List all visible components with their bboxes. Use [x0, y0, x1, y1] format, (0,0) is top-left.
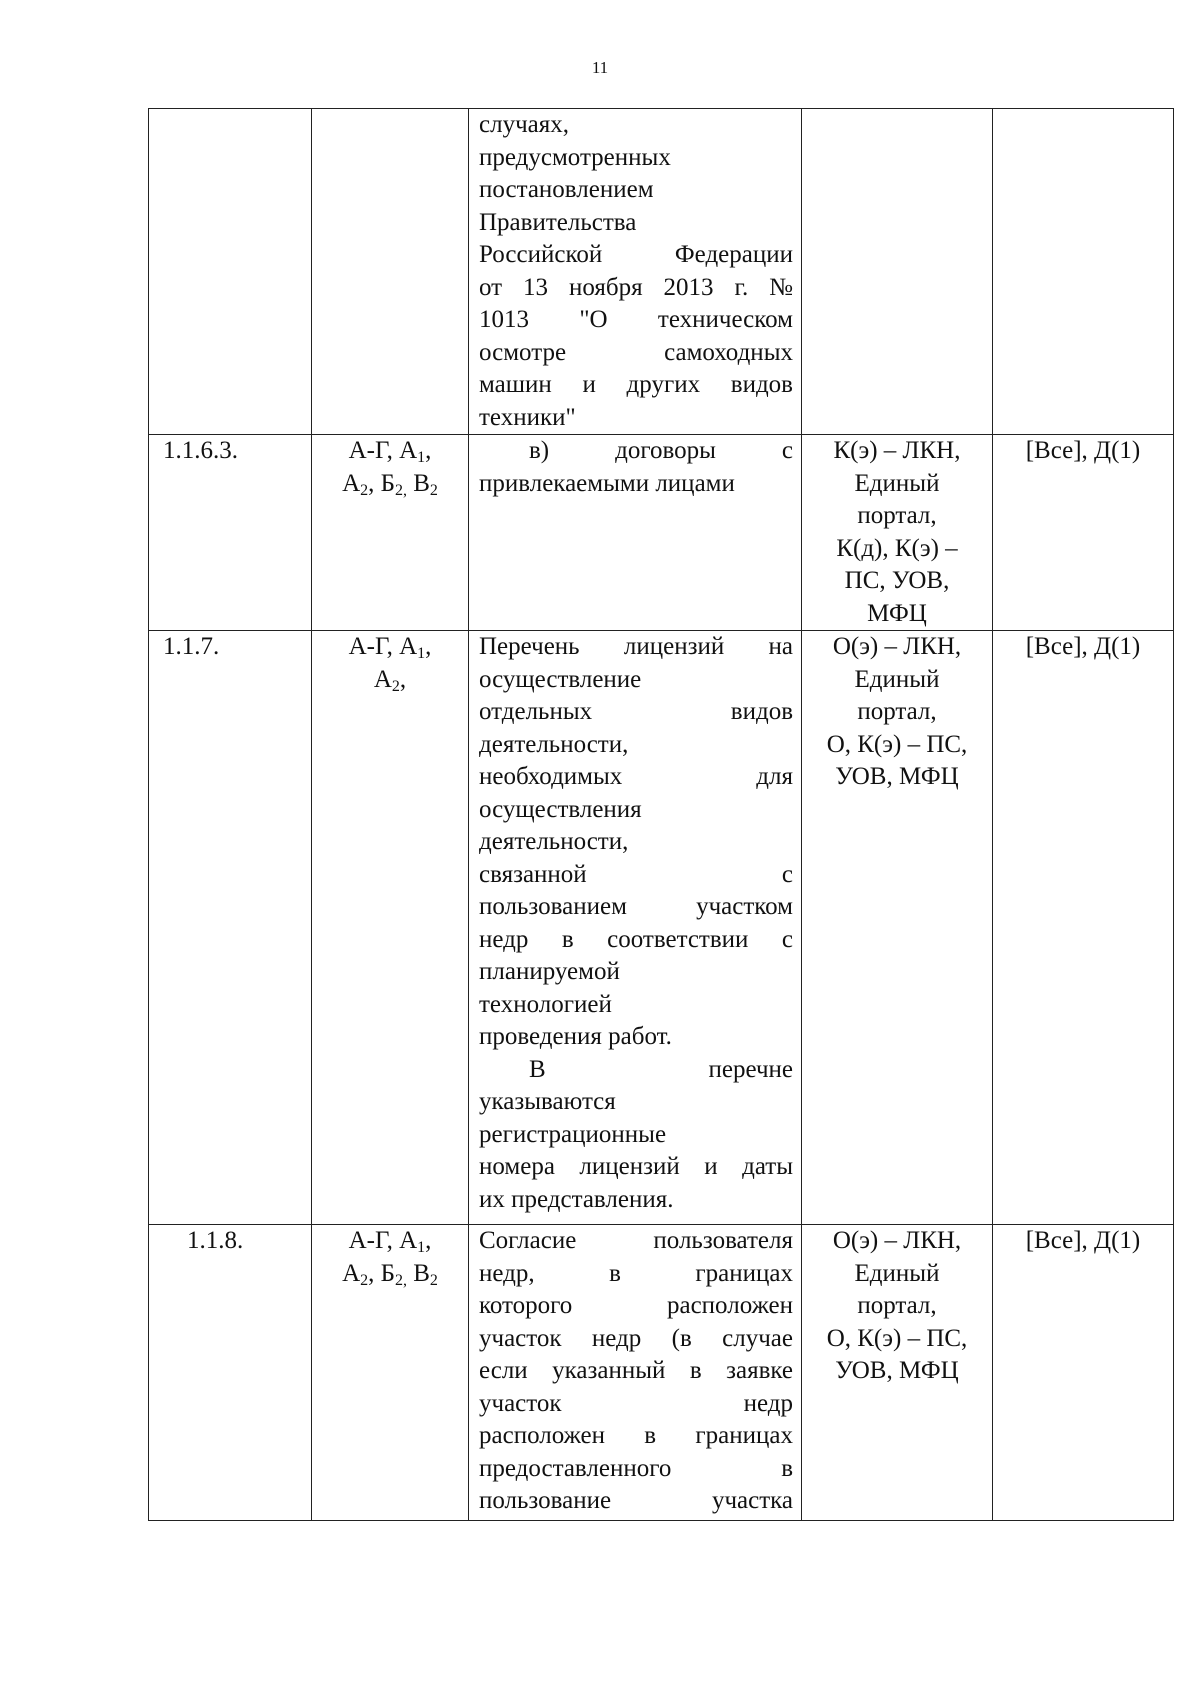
channel-line: О, К(э) – ПС, — [826, 730, 968, 758]
channel-line: О(э) – ЛКН, — [832, 1227, 962, 1254]
doc-line: указываются — [479, 1088, 616, 1115]
submission-channels-cell — [802, 631, 993, 1225]
doc-line: 1013 "О техническом — [479, 306, 793, 333]
channel-line: Единый — [854, 1259, 940, 1287]
submission-channels-cell — [802, 1225, 993, 1521]
doc-line: осуществления — [479, 795, 642, 823]
table-row — [149, 109, 1174, 435]
document-description-cell — [469, 631, 802, 1225]
doc-line: от 13 ноября 2013 г. № — [479, 273, 793, 301]
doc-line: недр, в границах — [479, 1259, 793, 1287]
page-number: 11 — [591, 58, 609, 77]
conditions-cell: [Все], Д(1) — [993, 1225, 1174, 1521]
submission-channels-cell — [802, 435, 993, 631]
channel-line: Единый — [854, 469, 940, 497]
group-line: $А_2$, $Б_{2,}$ $В_2$ — [342, 1259, 438, 1289]
doc-line: Российской Федерации — [479, 241, 793, 268]
row-number-cell: 1.1.6.3. — [149, 435, 312, 631]
doc-line: осуществление — [479, 665, 642, 693]
doc-line: регистрационные — [479, 1120, 667, 1148]
applicant-groups-cell — [312, 1225, 469, 1521]
doc-line: пользованием участком — [479, 893, 793, 920]
channel-line: ПС, УОВ, — [844, 567, 950, 594]
doc-line: расположен в границах — [479, 1422, 793, 1449]
channel-line: портал, — [857, 502, 937, 529]
doc-line: в) договоры с — [529, 437, 793, 464]
group-line: $А_2$, $Б_{2,}$ $В_2$ — [342, 469, 438, 499]
applicant-groups-cell — [312, 109, 469, 435]
channel-line: К(д), К(э) – — [836, 534, 958, 562]
row-number-cell — [149, 109, 312, 435]
doc-line: проведения работ. — [479, 1023, 672, 1050]
doc-line: Правительства — [479, 208, 637, 236]
channel-line: портал, — [857, 698, 937, 725]
doc-line: технологией — [479, 990, 612, 1018]
row-number-cell: 1.1.8. — [149, 1225, 312, 1521]
doc-line: отдельных видов — [479, 698, 793, 725]
doc-line: осмотре самоходных — [479, 338, 793, 366]
doc-line: номера лицензий и даты — [479, 1153, 793, 1180]
channel-line: МФЦ — [867, 599, 927, 627]
doc-line: пользование участка — [479, 1487, 793, 1514]
doc-line: деятельности, — [479, 730, 629, 758]
doc-line: участок недр — [479, 1389, 793, 1417]
conditions-cell — [993, 109, 1174, 435]
doc-line: необходимых для — [479, 763, 793, 790]
channel-line: О(э) – ЛКН, — [832, 633, 962, 660]
group-line: А-Г, $А_1$, — [348, 1227, 432, 1256]
group-line: А-Г, $А_1$, — [348, 633, 432, 662]
channel-line: Единый — [854, 665, 940, 693]
applicant-groups-cell — [312, 631, 469, 1225]
channel-line: портал, — [857, 1292, 937, 1319]
doc-line: если указанный в заявке — [479, 1357, 793, 1384]
row-number-cell: 1.1.7. — [149, 631, 312, 1225]
doc-line: предусмотренных — [479, 143, 671, 171]
doc-line: деятельности, — [479, 828, 629, 855]
doc-line: участок недр (в случае — [479, 1324, 793, 1352]
document-description-cell — [469, 1225, 802, 1521]
doc-line: Согласие пользователя — [479, 1227, 793, 1254]
group-line: А-Г, $А_1$, — [348, 437, 432, 466]
table-row — [149, 1225, 1174, 1521]
table-row — [149, 435, 1174, 631]
doc-line: связанной с — [479, 860, 793, 888]
channel-line: О, К(э) – ПС, — [826, 1324, 968, 1352]
document-description-cell — [469, 435, 802, 631]
document-description-cell — [469, 109, 802, 435]
doc-line: предоставленного в — [479, 1454, 793, 1482]
doc-line: их представления. — [479, 1185, 674, 1213]
conditions-cell: [Все], Д(1) — [993, 631, 1174, 1225]
doc-line: В перечне — [529, 1055, 793, 1083]
doc-line: Перечень лицензий на — [479, 633, 793, 660]
channel-line: К(э) – ЛКН, — [833, 437, 961, 464]
doc-line: недр в соответствии с — [479, 925, 793, 953]
documents-table — [148, 108, 1174, 1521]
table-row — [149, 631, 1174, 1225]
applicant-groups-cell — [312, 435, 469, 631]
doc-line: привлекаемыми лицами — [479, 469, 735, 497]
group-line: $А_2$, — [373, 665, 407, 695]
doc-line: которого расположен — [479, 1292, 793, 1319]
doc-line: случаях, — [479, 111, 569, 138]
doc-line: планируемой — [479, 958, 620, 985]
conditions-cell: [Все], Д(1) — [993, 435, 1174, 631]
doc-line: техники" — [479, 403, 576, 431]
channel-line: УОВ, МФЦ — [835, 763, 959, 790]
doc-line: постановлением — [479, 176, 654, 203]
channel-line: УОВ, МФЦ — [835, 1357, 959, 1384]
doc-line: машин и других видов — [479, 371, 793, 398]
submission-channels-cell — [802, 109, 993, 435]
